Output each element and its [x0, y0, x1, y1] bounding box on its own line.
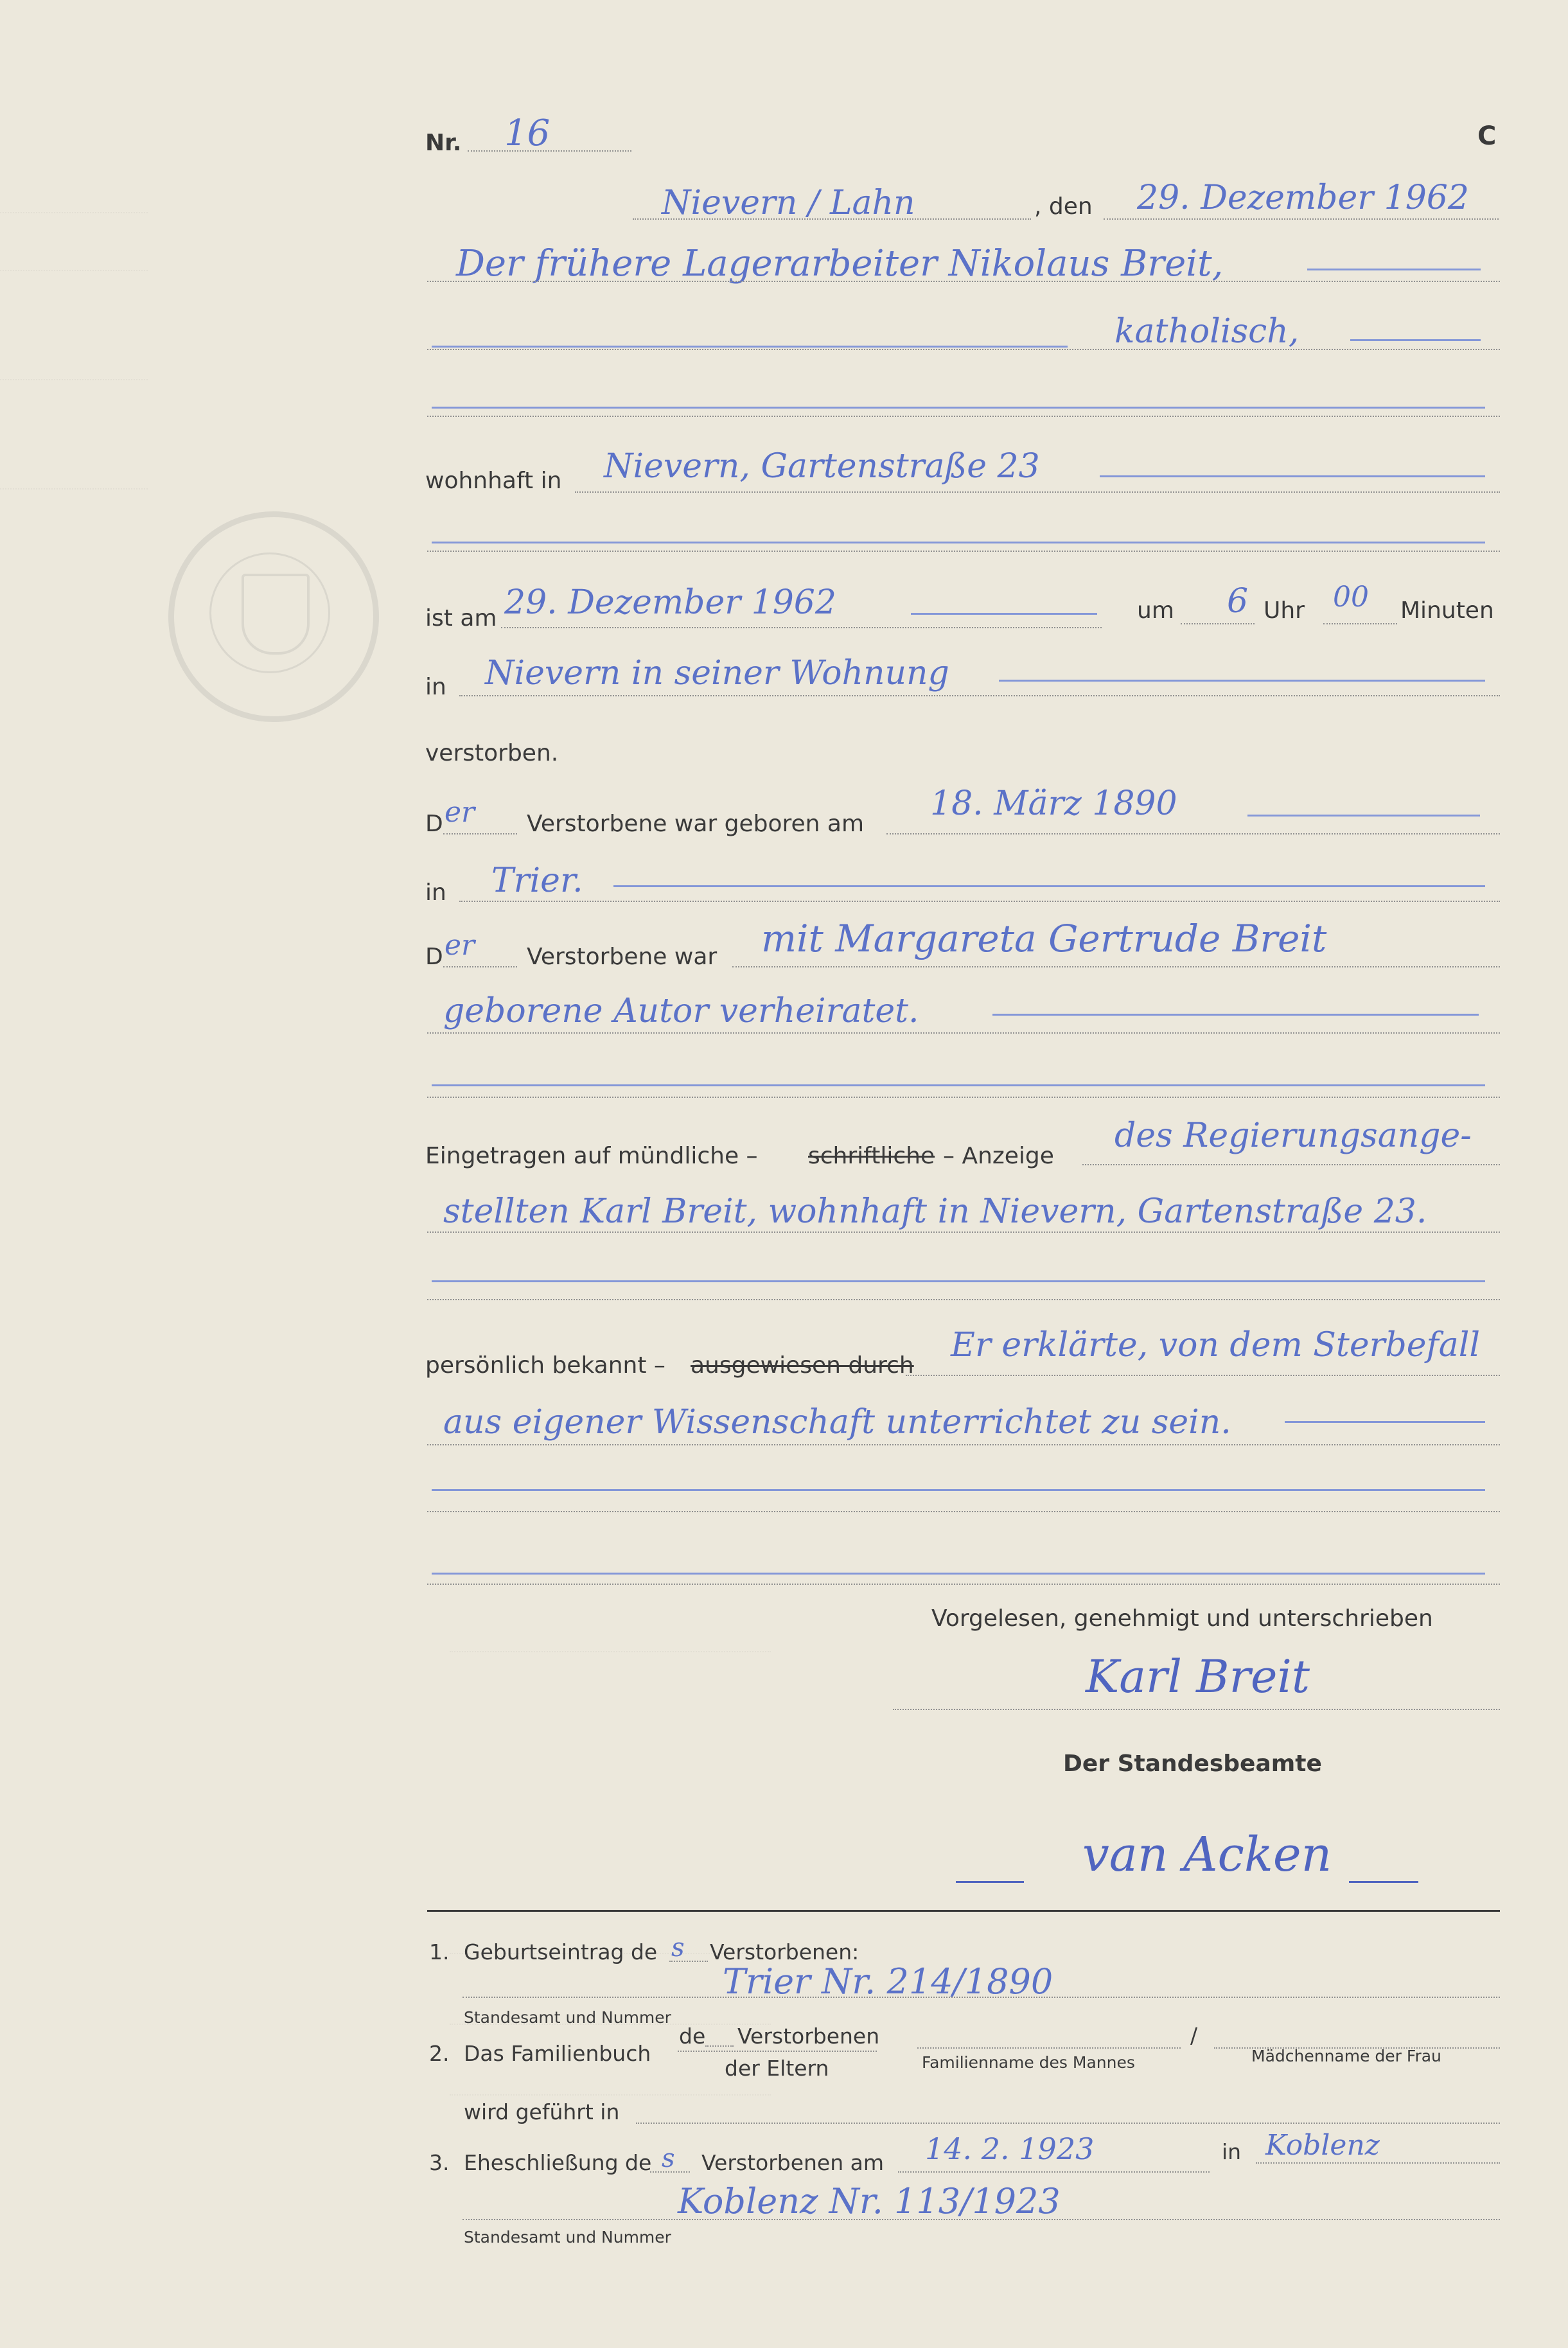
birth-d-suffix-handwritten: er: [445, 796, 475, 829]
official-seal-stamp: [168, 511, 379, 722]
coat-of-arms-icon: [242, 574, 310, 655]
verstorben-label: verstorben.: [425, 740, 559, 766]
nr-value: 16: [504, 112, 551, 154]
footer-item1-value-handwritten: Trier Nr. 214/1890: [723, 1961, 1053, 2002]
registration-value2-handwritten: stellten Karl Breit, wohnhaft in Nievern, Gartenstraße 23.: [443, 1192, 1427, 1231]
footer-item2-eltern: der Eltern: [725, 2056, 829, 2081]
deceased-line-handwritten: Der frühere Lagerarbeiter Nikolaus Breit,: [456, 243, 1224, 285]
marriage-line1-handwritten: mit Margareta Gertrude Breit: [761, 917, 1327, 960]
footer-item2-caption-wife: Mädchenname der Frau: [1251, 2047, 1441, 2065]
read-approved-text: Vorgelesen, genehmigt und unterschrieben: [931, 1605, 1433, 1632]
death-date-handwritten: 29. Dezember 1962: [504, 583, 836, 622]
footer-item2-label: Das Familienbuch: [464, 2041, 651, 2066]
residence-handwritten: Nievern, Gartenstraße 23: [604, 447, 1040, 486]
footer-item3-place-handwritten: Koblenz: [1265, 2129, 1380, 2162]
informant-signature: Karl Breit: [1086, 1650, 1310, 1703]
footer-item1-number: 1.: [429, 1939, 450, 1964]
um-label: um: [1137, 597, 1174, 624]
identity-struck-option: ausgewiesen durch: [691, 1352, 914, 1379]
uhr-label: Uhr: [1264, 597, 1305, 624]
registration-label-anzeige: – Anzeige: [943, 1143, 1054, 1169]
footer-item2-kept-in: wird geführt in: [464, 2099, 620, 2124]
footer-item3-date-handwritten: 14. 2. 1923: [925, 2132, 1095, 2166]
birth-place-handwritten: Trier.: [491, 861, 583, 900]
identity-value1-handwritten: Er erklärte, von dem Sterbefall: [951, 1326, 1481, 1364]
footer-item2-number: 2.: [429, 2041, 450, 2066]
identity-label: persönlich bekannt –: [425, 1352, 665, 1379]
footer-item2-de: de: [679, 2024, 706, 2049]
footer-item1-suffix-handwritten: s: [671, 1933, 685, 1963]
in-label-death: in: [425, 674, 446, 700]
ist-am-label: ist am: [425, 605, 497, 631]
death-minutes-handwritten: 00: [1333, 581, 1369, 613]
footer-item3-value-handwritten: Koblenz Nr. 113/1923: [678, 2181, 1061, 2221]
footer-item3-label: Eheschließung de: [464, 2150, 652, 2175]
footer-item2-caption-husband: Familienname des Mannes: [922, 2053, 1135, 2072]
birth-in-label: in: [425, 879, 446, 906]
footer-item1-label-b: Verstorbenen:: [710, 1939, 859, 1964]
marriage-line2-handwritten: geborene Autor verheiratet.: [443, 992, 919, 1030]
date-handwritten: 29. Dezember 1962: [1137, 179, 1469, 217]
den-label: , den: [1034, 193, 1093, 220]
footer-item3-caption: Standesamt und Nummer: [464, 2228, 671, 2246]
identity-value2-handwritten: aus eigener Wissenschaft unterrichtet zu sein.: [443, 1403, 1231, 1442]
footer-item3-in: in: [1222, 2139, 1242, 2164]
registration-value1-handwritten: des Regierungsange-: [1114, 1117, 1472, 1155]
place-handwritten: Nievern / Lahn: [662, 184, 915, 222]
death-hour-handwritten: 6: [1227, 582, 1249, 621]
registrar-label: Der Standesbeamte: [1063, 1751, 1322, 1777]
marriage-d-suffix-handwritten: er: [445, 929, 475, 962]
nr-label: Nr.: [425, 130, 462, 156]
birth-label: Verstorbene war geboren am: [527, 811, 865, 837]
footer-item3-suffix-handwritten: s: [662, 2144, 675, 2173]
footer-item1-caption: Standesamt und Nummer: [464, 2008, 671, 2027]
footer-item1-label: Geburtseintrag de: [464, 1939, 658, 1964]
birth-date-handwritten: 18. März 1890: [930, 784, 1177, 823]
footer-item2-verstorbenen: Verstorbenen: [737, 2024, 880, 2049]
birth-d-prefix: D: [425, 811, 443, 837]
marriage-label: Verstorbene war: [527, 944, 718, 970]
minuten-label: Minuten: [1400, 597, 1494, 624]
footer-divider: [427, 1910, 1500, 1912]
footer-item3-number: 3.: [429, 2150, 450, 2175]
footer-item3-label-b: Verstorbenen am: [701, 2150, 885, 2175]
marriage-d-prefix: D: [425, 944, 443, 970]
registration-struck-option: schriftliche: [808, 1143, 935, 1169]
death-place-handwritten: Nievern in seiner Wohnung: [485, 654, 949, 693]
registration-label: Eingetragen auf mündliche –: [425, 1143, 758, 1169]
residence-label: wohnhaft in: [425, 468, 562, 494]
footer-item2-slash: /: [1190, 2023, 1198, 2048]
form-letter: C: [1477, 121, 1497, 151]
religion-handwritten: katholisch,: [1114, 312, 1299, 351]
registrar-signature: van Acken: [1082, 1827, 1332, 1882]
